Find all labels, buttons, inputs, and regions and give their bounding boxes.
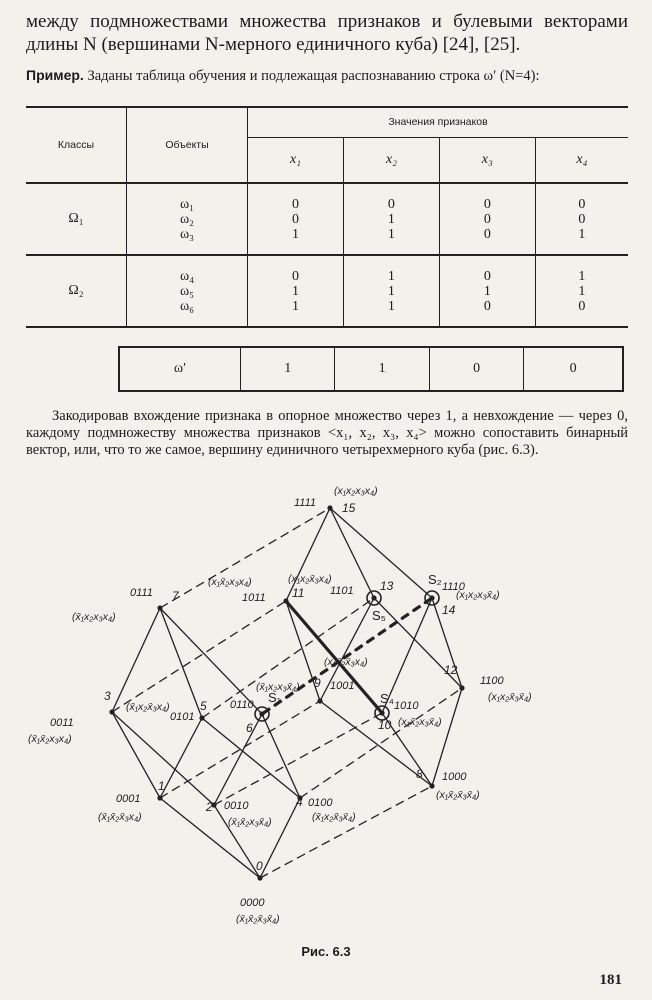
vertex-subset: (x̄₁x₂x₃x̄₄) — [256, 681, 300, 693]
class-omega2: Ω₂ — [26, 255, 127, 327]
test-x1: 1 — [241, 347, 335, 391]
vertex-subset: (x̄₁x̄₂x₃x̄₄) — [228, 816, 272, 828]
group2-x2: 1 1 1 — [343, 255, 439, 327]
header-objects: Объекты — [127, 107, 248, 183]
vertex-dot-14 — [429, 595, 434, 600]
vertex-number: 1 — [158, 779, 165, 793]
edge-4-6 — [262, 714, 300, 798]
vertex-subset: (x₁x₂x̄₃x̄₄) — [488, 691, 532, 703]
vertex-subset: (x̄₁x₂x₃x₄) — [72, 611, 116, 623]
group2-x3: 0 1 0 — [439, 255, 535, 327]
vertex-number: 8 — [416, 767, 423, 781]
vertex-code: 0010 — [224, 800, 249, 812]
page-number: 181 — [599, 972, 622, 988]
vertex-number: 0 — [256, 859, 263, 873]
vertex-dot-1 — [157, 795, 162, 800]
vertex-code: 1100 — [480, 675, 504, 687]
vertex-number: 11 — [292, 586, 305, 600]
edge-1-3 — [112, 712, 160, 798]
vertex-subset: (x₁x̄₂x₃x₄) — [208, 576, 252, 588]
test-x4: 0 — [524, 347, 623, 391]
hypercube-diagram — [0, 480, 652, 942]
group1-x3: 0 0 0 — [439, 183, 535, 255]
vertex-code: 1101 — [330, 585, 354, 597]
edge-0-8 — [260, 786, 432, 878]
vertex-dot-3 — [109, 709, 114, 714]
vertex-subset: (x̄₁x̄₂x̄₃x₄) — [98, 811, 142, 823]
vertex-code: 1111 — [294, 497, 317, 509]
test-row-label: ω′ — [173, 361, 187, 376]
vertex-subset: (x̄₁x₂x̄₃x₄) — [126, 701, 170, 713]
vertex-code: 0011 — [50, 717, 74, 729]
vertex-dot-0 — [257, 875, 262, 880]
group1-x2: 0 1 1 — [343, 183, 439, 255]
vertex-code: 0110 — [230, 699, 254, 711]
vertex-subset: (x₁x̄₂x₃x̄₄) — [398, 716, 442, 728]
test-row-table — [118, 346, 624, 392]
feature-x1: x₁ — [248, 137, 344, 183]
vertex-number: 7 — [172, 589, 179, 603]
vertex-number: 10 — [378, 718, 392, 732]
objects-group2: ω₄ ω₅ ω₆ — [127, 255, 248, 327]
vertex-number: 12 — [444, 663, 458, 677]
marker-label: S₄ — [380, 691, 394, 706]
example-body: Заданы таблица обучения и подлежащая распознаванию строка ω′ (N=4): — [87, 68, 540, 84]
vertex-dot-7 — [157, 605, 162, 610]
vertex-code: 0101 — [170, 711, 195, 723]
vertex-code: 0000 — [240, 897, 265, 909]
header-classes: Классы — [26, 107, 127, 183]
vertex-dot-15 — [327, 505, 332, 510]
vertex-subset: (x̄₁x₂x̄₃x̄₄) — [312, 811, 356, 823]
example-label: Пример. — [26, 67, 84, 83]
test-x3: 0 — [429, 347, 523, 391]
vertex-subset: (x₁x̄₂x̄₃x₄) — [324, 656, 368, 668]
vertex-code: 1001 — [330, 680, 355, 692]
vertex-code: 1000 — [442, 771, 467, 783]
vertex-number: 2 — [206, 800, 213, 814]
intro-text: между подмножествами множества признаков и булевыми векторами длины N (вершинами N-мерного единичного куба) [24], [25]. — [26, 11, 628, 55]
vertex-number: 4 — [296, 795, 303, 809]
figure-caption: Рис. 6.3 — [301, 944, 351, 959]
example-text — [26, 66, 628, 85]
vertex-number: 6 — [246, 721, 253, 735]
edge-2-6 — [214, 714, 262, 805]
test-x2: 1 — [335, 347, 429, 391]
group1-x1: 0 0 1 — [248, 183, 344, 255]
vertex-dot-6 — [259, 711, 264, 716]
vertex-subset: (x̄₁x̄₂x̄₃x̄₄) — [236, 913, 280, 925]
vertex-code: 1010 — [394, 700, 419, 712]
group2-x4: 1 1 0 — [535, 255, 628, 327]
feature-x4: x₄ — [535, 137, 628, 183]
marker-label: S₅ — [372, 608, 386, 623]
vertex-subset: (x₁x₂x₃x̄₄) — [456, 589, 500, 601]
vertex-subset: (x₁x₂x₃x₄) — [334, 485, 378, 497]
vertex-code: 0001 — [116, 793, 141, 805]
vertex-dot-9 — [317, 698, 322, 703]
marker-label: S₂ — [428, 572, 442, 587]
vertex-subset: (x₁x̄₂x̄₃x̄₄) — [436, 789, 480, 801]
vertex-dot-11 — [283, 598, 288, 603]
group1-x4: 0 0 1 — [535, 183, 628, 255]
edge-1-5 — [160, 718, 202, 798]
training-table — [26, 106, 628, 328]
vertex-dot-12 — [459, 685, 464, 690]
vertex-dot-8 — [429, 783, 434, 788]
edge-2-10 — [214, 713, 382, 805]
vertex-subset: (x̄₁x̄₂x₃x₄) — [28, 733, 72, 745]
vertex-subset: (x₁x₂x̄₃x₄) — [288, 573, 332, 585]
header-values: Значения признаков — [248, 107, 629, 137]
vertex-code: 0100 — [308, 797, 333, 809]
vertex-dot-10 — [379, 710, 384, 715]
vertex-number: 15 — [342, 501, 356, 515]
objects-group1: ω₁ ω₂ ω₃ — [127, 183, 248, 255]
feature-x2: x₂ — [343, 137, 439, 183]
vertex-number: 5 — [200, 699, 207, 713]
vertex-code: 0111 — [130, 587, 153, 599]
vertex-number: 9 — [314, 676, 321, 690]
marker-label: S₁ — [268, 690, 282, 705]
group2-x1: 0 1 1 — [248, 255, 344, 327]
vertex-number: 3 — [104, 689, 111, 703]
vertex-code: 1110 — [442, 581, 465, 593]
class-omega1: Ω₁ — [26, 183, 127, 255]
vertex-number: 14 — [442, 603, 456, 617]
vertex-number: 13 — [380, 579, 394, 593]
paragraph-text: Закодировав вхождение признака в опорное множество через 1, а невхождение — через 0, каждому подмножеству множества признаков <x₁, x₂, x₃, x₄> можно сопоставить бинарный вектор, или, что то же самое, вершину единичного четырехмерного куба (рис. 6.3). — [26, 408, 628, 458]
feature-x3: x₃ — [439, 137, 535, 183]
edge-0-4 — [260, 798, 300, 878]
vertex-code: 1011 — [242, 592, 266, 604]
vertex-dot-5 — [199, 715, 204, 720]
vertex-dot-13 — [371, 595, 376, 600]
